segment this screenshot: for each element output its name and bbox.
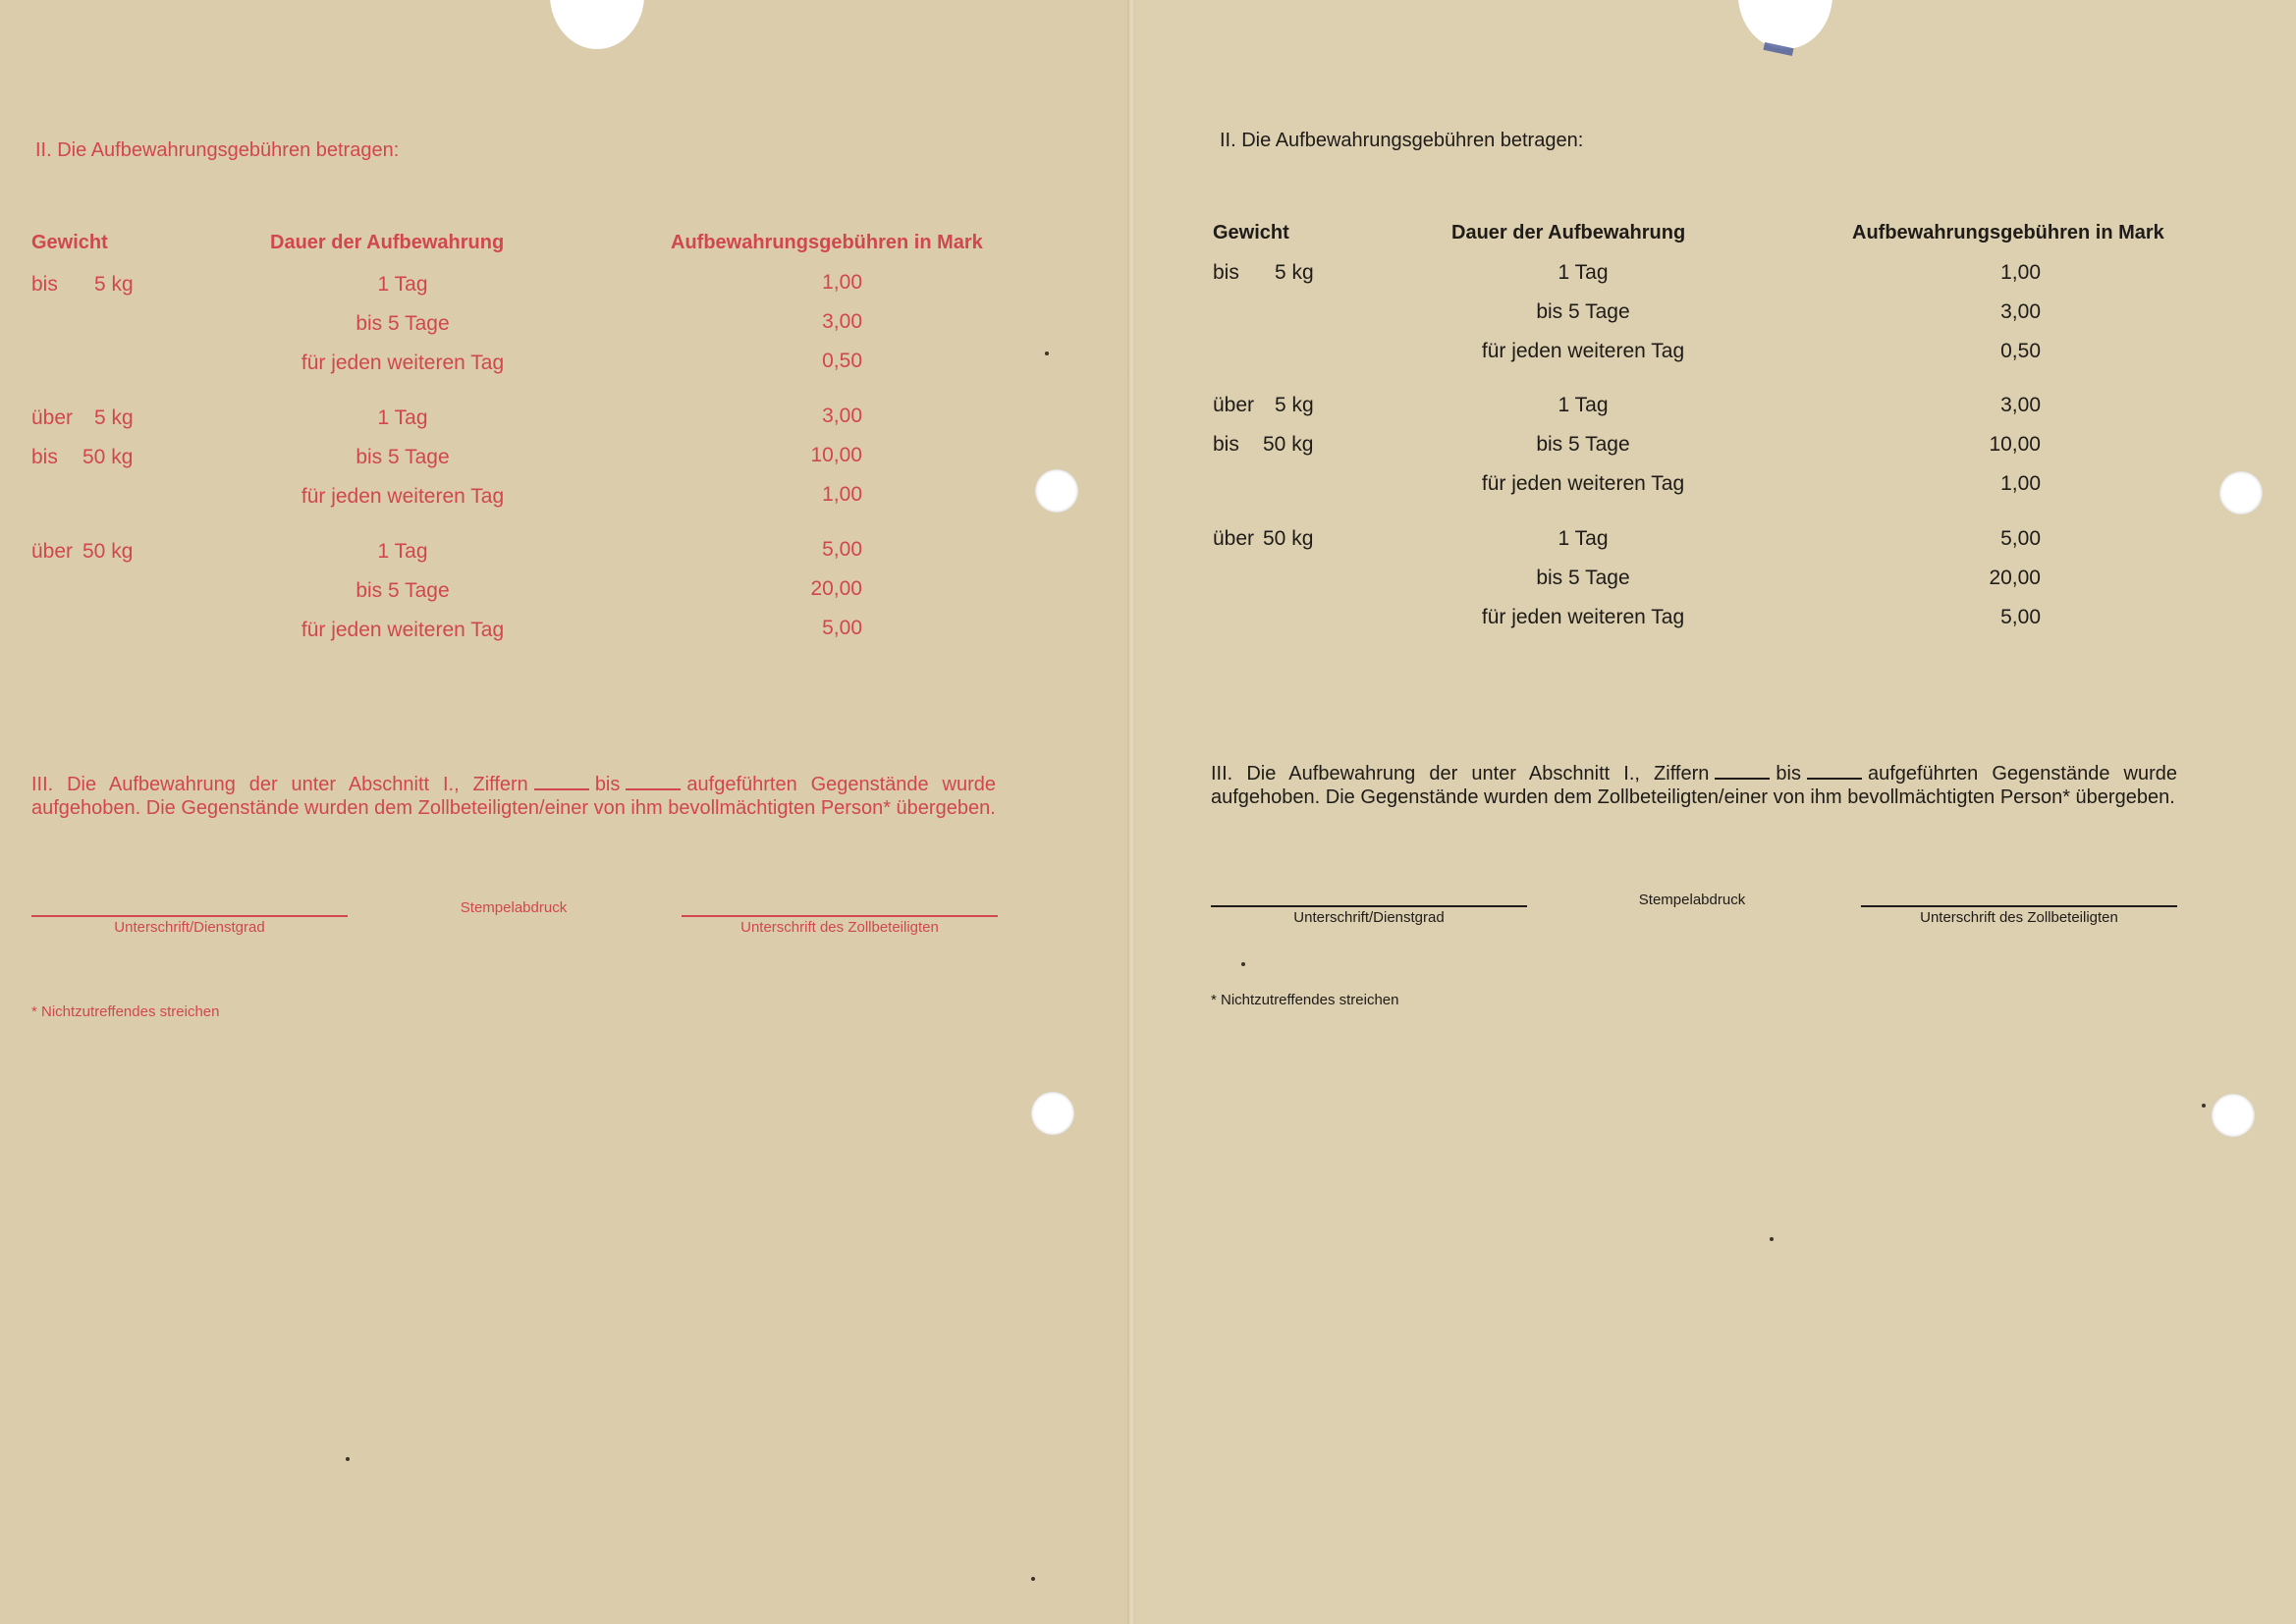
section-iii-text bbox=[1211, 762, 2177, 809]
section-iii-part3: aufgeführten Gegenstände wurde aufgehoben. Die Gegenstände wurden dem Zollbeteiligten/einer von ihm bevollmächtigten Person* übergeben. bbox=[1211, 763, 2178, 808]
fee-cell: 10,00 bbox=[810, 444, 862, 466]
fee-cell: 0,50 bbox=[822, 350, 862, 372]
ziffern-to-blank bbox=[626, 775, 681, 790]
weight-qualifier: bis bbox=[31, 446, 58, 468]
section-iii-part1: III. Die Aufbewahrung der unter Abschnitt I., Ziffern bbox=[31, 774, 528, 795]
fee-cell: 0,50 bbox=[2000, 340, 2041, 362]
weight-value: 50 kg bbox=[1263, 527, 1314, 550]
ziffern-from-blank bbox=[1715, 764, 1770, 780]
fee-cell: 5,00 bbox=[2000, 606, 2041, 628]
fee-cell: 3,00 bbox=[822, 405, 862, 427]
fee-cell: 20,00 bbox=[1989, 567, 2041, 589]
signature-caption-customs-party: Unterschrift des Zollbeteiligten bbox=[740, 919, 939, 936]
duration-cell: für jeden weiteren Tag bbox=[1481, 606, 1685, 628]
duration-cell: 1 Tag bbox=[377, 540, 428, 563]
weight-value: 50 kg bbox=[82, 540, 134, 563]
duration-cell: 1 Tag bbox=[1558, 261, 1609, 284]
form-sheet-right bbox=[1135, 0, 2296, 1624]
duration-cell: 1 Tag bbox=[1558, 394, 1609, 416]
form-sheet-left bbox=[0, 0, 1127, 1624]
fee-cell: 3,00 bbox=[822, 310, 862, 333]
duration-cell: für jeden weiteren Tag bbox=[1481, 340, 1685, 362]
section-iii-part3: aufgeführten Gegenstände wurde aufgehoben. Die Gegenstände wurden dem Zollbeteiligten/einer von ihm bevollmächtigten Person* übergeben. bbox=[31, 774, 997, 819]
signature-caption-customs-party: Unterschrift des Zollbeteiligten bbox=[1920, 909, 2118, 926]
duration-cell: bis 5 Tage bbox=[1536, 567, 1630, 589]
header-duration: Dauer der Aufbewahrung bbox=[1451, 222, 1686, 244]
weight-qualifier: über bbox=[31, 540, 74, 563]
duration-cell: 1 Tag bbox=[377, 273, 428, 296]
header-weight: Gewicht bbox=[1213, 222, 1289, 244]
header-fee: Aufbewahrungsgebühren in Mark bbox=[1852, 222, 2164, 244]
form-content bbox=[1135, 0, 2296, 1624]
paper-speck bbox=[2202, 1104, 2206, 1108]
duration-cell: bis 5 Tage bbox=[1536, 300, 1630, 323]
fee-cell: 10,00 bbox=[1989, 433, 2041, 456]
paper-speck bbox=[1770, 1237, 1774, 1241]
weight-value: 50 kg bbox=[82, 446, 134, 468]
duration-cell: bis 5 Tage bbox=[355, 579, 450, 602]
fold-crease bbox=[1127, 0, 1135, 1624]
paper-speck bbox=[1045, 352, 1049, 355]
weight-qualifier: über bbox=[1213, 527, 1255, 550]
fee-cell: 1,00 bbox=[822, 271, 862, 294]
weight-qualifier: bis bbox=[1213, 433, 1239, 456]
signature-line-official bbox=[31, 915, 348, 917]
duration-cell: für jeden weiteren Tag bbox=[301, 485, 505, 508]
duration-cell: für jeden weiteren Tag bbox=[301, 352, 505, 374]
stamp-caption: Stempelabdruck bbox=[1638, 892, 1746, 908]
fee-cell: 3,00 bbox=[2000, 300, 2041, 323]
header-weight: Gewicht bbox=[31, 232, 108, 253]
stamp-caption: Stempelabdruck bbox=[460, 899, 568, 916]
paper-speck bbox=[1241, 962, 1245, 966]
section-ii-title: II. Die Aufbewahrungsgebühren betragen: bbox=[35, 139, 400, 161]
duration-cell: 1 Tag bbox=[377, 406, 428, 429]
paper-speck bbox=[1031, 1577, 1035, 1581]
duration-cell: für jeden weiteren Tag bbox=[1481, 472, 1685, 495]
ziffern-from-blank bbox=[534, 775, 589, 790]
duration-cell: bis 5 Tage bbox=[355, 312, 450, 335]
signature-line-official bbox=[1211, 905, 1527, 907]
signature-line-customs-party bbox=[682, 915, 998, 917]
weight-qualifier: über bbox=[1213, 394, 1255, 416]
fee-cell: 5,00 bbox=[822, 538, 862, 561]
duration-cell: bis 5 Tage bbox=[1536, 433, 1630, 456]
section-iii-part1: III. Die Aufbewahrung der unter Abschnitt I., Ziffern bbox=[1211, 763, 1710, 785]
header-fee: Aufbewahrungsgebühren in Mark bbox=[671, 232, 983, 253]
weight-qualifier: bis bbox=[1213, 261, 1239, 284]
fee-cell: 20,00 bbox=[810, 577, 862, 600]
section-iii-text bbox=[31, 773, 996, 820]
fee-cell: 3,00 bbox=[2000, 394, 2041, 416]
fee-cell: 1,00 bbox=[2000, 472, 2041, 495]
weight-value: 5 kg bbox=[1275, 394, 1314, 416]
fee-cell: 5,00 bbox=[822, 617, 862, 639]
weight-value: 50 kg bbox=[1263, 433, 1314, 456]
section-iii-part2: bis bbox=[594, 774, 621, 795]
fee-cell: 1,00 bbox=[2000, 261, 2041, 284]
signature-caption-official: Unterschrift/Dienstgrad bbox=[1293, 909, 1445, 926]
duration-cell: für jeden weiteren Tag bbox=[301, 619, 505, 641]
section-ii-title: II. Die Aufbewahrungsgebühren betragen: bbox=[1220, 130, 1584, 151]
paper-speck bbox=[346, 1457, 350, 1461]
form-content bbox=[0, 0, 1127, 1624]
header-duration: Dauer der Aufbewahrung bbox=[270, 232, 505, 253]
weight-qualifier: über bbox=[31, 406, 74, 429]
weight-value: 5 kg bbox=[94, 406, 134, 429]
weight-value: 5 kg bbox=[1275, 261, 1314, 284]
weight-value: 5 kg bbox=[94, 273, 134, 296]
duration-cell: 1 Tag bbox=[1558, 527, 1609, 550]
fee-cell: 1,00 bbox=[822, 483, 862, 506]
duration-cell: bis 5 Tage bbox=[355, 446, 450, 468]
ziffern-to-blank bbox=[1807, 764, 1862, 780]
footnote: * Nichtzutreffendes streichen bbox=[1211, 992, 1399, 1008]
signature-caption-official: Unterschrift/Dienstgrad bbox=[114, 919, 265, 936]
weight-qualifier: bis bbox=[31, 273, 58, 296]
signature-line-customs-party bbox=[1861, 905, 2177, 907]
section-iii-part2: bis bbox=[1776, 763, 1801, 785]
fee-cell: 5,00 bbox=[2000, 527, 2041, 550]
footnote: * Nichtzutreffendes streichen bbox=[31, 1003, 220, 1020]
